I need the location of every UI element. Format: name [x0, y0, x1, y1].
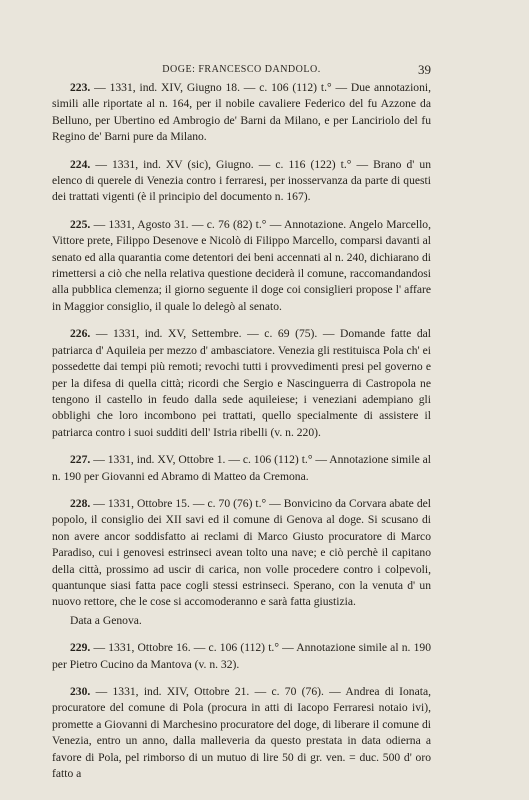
entry-228 — [52, 496, 431, 611]
entry-number: 225. — [70, 217, 91, 231]
page-header — [52, 62, 431, 78]
entry-text: — 1331, ind. XV, Settembre. — c. 69 (75). — Domande fatte dal patriarca d' Aquileia per mezzo d' ambasciatore. Venezia gli restituisca Pola ch' ei possedette dai tempi più remoti; revochi tutti i provvedimenti presi pel governo e per la difesa di quella città; ricordi che Sergio e Nascinguerra di Castropola ne tengono il castello in feudo dalla sede aquileiese; i veneziani adempiano gli obblighi che loro incombono pei trattati, quello specialmente di assistere il patriarca contro i suoi sudditi dell' Istria ribelli (v. n. 220). — [52, 327, 431, 439]
entry-number: 223. — [70, 81, 91, 94]
entry-229 — [52, 640, 431, 673]
entry-224 — [52, 157, 431, 206]
entry-227 — [52, 452, 431, 485]
entry-230 — [52, 684, 431, 782]
entry-text: — 1331, Ottobre 16. — c. 106 (112) t.° — Annotazione simile al n. 190 per Pietro Cucino da Mantova (v. n. 32). — [52, 641, 431, 671]
entry-number: 226. — [70, 327, 91, 341]
entry-number: 230. — [70, 685, 91, 698]
running-title: DOGE: FRANCESCO DANDOLO. — [162, 64, 321, 75]
entry-number: 224. — [70, 157, 91, 171]
entry-text: — 1331, Agosto 31. — c. 76 (82) t.° — Annotazione. Angelo Marcello, Vittore prete, Filippo Desenove e Nicolò di Filippo Marcello, comparsi davanti al senato ed alla quarantia come detentori dei beni accennati al n. 240, dichiarano di rimettersi a ciò che nella relativa questione deciderà il comune, raccomandandosi alla pubblica clemenza; il giorno seguente il doge coi consiglieri propose l' affare in Maggior consiglio, il quale lo delegò al senato. — [52, 217, 431, 313]
entry-text: — 1331, Ottobre 15. — c. 70 (76) t.° — Bonvicino da Corvara abate del popolo, il consiglio dei XII savi ed il comune di Genova al doge. Si scusano di non avere ancor soddisfatto ai reclami di Marco Giusto procuratore di Marco Paradiso, cui i genovesi estrinseci avean tolto una nave; e ciò perchè il capitano della città, prossimo ad uscir di carica, non volle procedere contro i colpevoli, quantunque siasi fatta pace cogli stessi estrinseci. Sperano, con la venuta d' un nuovo rettore, che le cose si accomoderanno e sarà fatta giustizia. — [52, 496, 431, 609]
entry-text: — 1331, ind. XV, Ottobre 1. — c. 106 (112) t.° — Annotazione simile al n. 190 per Giovanni ed Abramo di Matteo da Cremona. — [52, 453, 432, 483]
entry-number: 229. — [70, 641, 91, 655]
document-body — [52, 80, 431, 793]
entry-text: — 1331, ind. XIV, Giugno 18. — c. 106 (112) t.° — Due annotazioni, simili alle riportate al n. 164, per il nobile cavaliere Federico del fu Azzone da Belluno, per Ubertino ed Ambrogio de' Barni da Milano, e per Lanciriolo del fu Regino de' Barni pure da Milano. — [52, 81, 431, 144]
page-number: 39 — [418, 62, 431, 77]
entry-226 — [52, 326, 431, 441]
entry-225 — [52, 217, 431, 315]
entry-number: 228. — [70, 496, 91, 510]
entry-223 — [52, 80, 431, 146]
entry-number: 227. — [70, 453, 91, 467]
entry-text: — 1331, ind. XIV, Ottobre 21. — c. 70 (76). — Andrea di Ionata, procuratore del comune di Pola (procura in atti di Iacopo Ferraresi notaio ivi), promette a Giovanni di Marchesino procuratore del doge, di liberare il comune di Venezia, entro un anno, dalla malleveria da questo prestata in data odierna a favore di Pola, pel rimborso di un mutuo di lire 50 di gr. ven. = duc. 500 d' oro fatto a — [52, 685, 431, 781]
entry-text: — 1331, ind. XV (sic), Giugno. — c. 116 (122) t.° — Brano d' un elenco di querele di Venezia contro i ferraresi, per inosservanza da parte di questi dei trattati vigenti (è il principio del documento n. 167). — [52, 157, 432, 204]
entry-228-note: Data a Genova. — [70, 613, 142, 627]
